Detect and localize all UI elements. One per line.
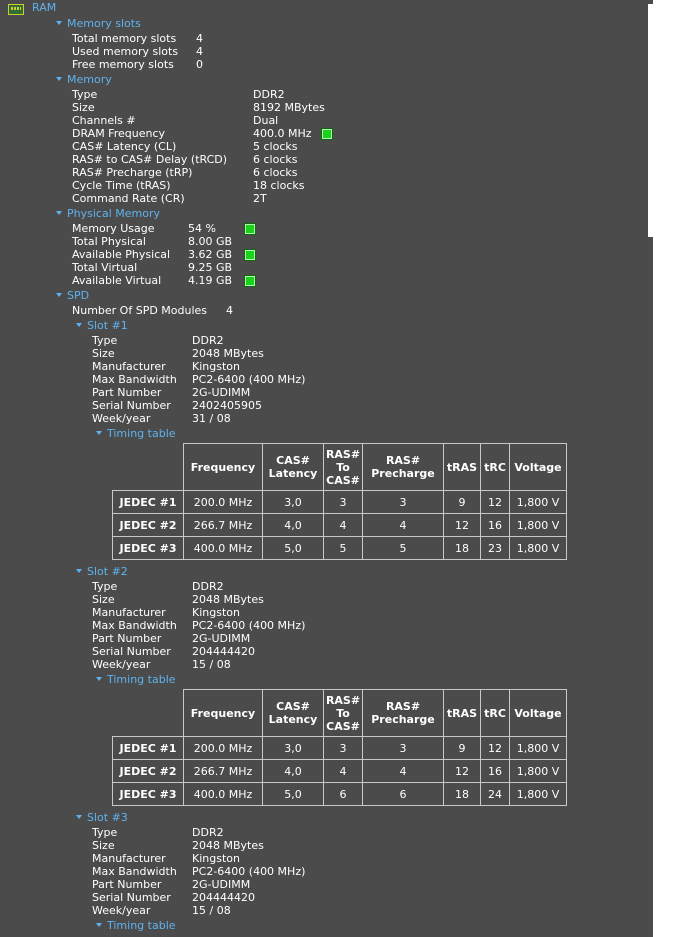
triangle-down-icon [76,815,82,819]
voltage-header: Voltage [510,444,567,491]
triangle-down-icon [56,293,62,297]
ras-precharge-header: RAS# Precharge [363,690,444,737]
cas-latency-label: CAS# Latency (CL) [72,140,177,153]
memory-size-value: 8192 MBytes [253,101,325,114]
slot-2-size-value: 2048 MBytes [192,593,264,606]
available-virtual-value: 4.19 GB [188,274,233,287]
cas-cell: 5,0 [263,537,324,560]
green-square-indicator-icon [245,276,255,286]
jedec-label: JEDEC #3 [113,783,184,806]
tras-cell: 18 [444,537,481,560]
ram-module-icon [8,4,24,15]
physical-memory-node[interactable] [56,207,160,220]
voltage-cell: 1,800 V [510,491,567,514]
slot-2-timing-table [112,689,567,806]
trc-cell: 12 [481,737,510,760]
slot-2-week-label: Week/year [92,658,151,671]
ras-precharge-cell: 6 [363,783,444,806]
timing-row [113,760,567,783]
frequency-cell: 200.0 MHz [184,491,263,514]
total-physical-label: Total Physical [72,235,146,248]
trc-cell: 24 [481,783,510,806]
cycle-time-value: 18 clocks [253,179,305,192]
used-memory-slots-label: Used memory slots [72,45,179,58]
green-square-indicator-icon [245,250,255,260]
tras-header: tRAS [444,444,481,491]
slot-2-manufacturer-value: Kingston [192,606,240,619]
jedec-label: JEDEC #2 [113,760,184,783]
slot-2-serial-value: 204444420 [192,645,255,658]
memory-slots-title: Memory slots [67,17,141,30]
trc-cell: 16 [481,514,510,537]
available-virtual-label: Available Virtual [72,274,162,287]
slot-3-manufacturer-label: Manufacturer [92,852,166,865]
slot-2-type-label: Type [92,580,118,593]
ras-to-cas-header: RAS# To CAS# [324,444,363,491]
ras-precharge-header: RAS# Precharge [363,444,444,491]
spd-modules-value: 4 [226,304,233,317]
spd-node[interactable] [56,289,89,302]
channels-label: Channels # [72,114,136,127]
total-memory-slots-value: 4 [196,32,203,45]
slot-3-size-value: 2048 MBytes [192,839,264,852]
trc-header: tRC [481,444,510,491]
total-physical-value: 8.00 GB [188,235,233,248]
voltage-cell: 1,800 V [510,760,567,783]
trc-header: tRC [481,690,510,737]
frequency-header: Frequency [184,444,263,491]
slot-3-part-value: 2G-UDIMM [192,878,251,891]
tras-header: tRAS [444,690,481,737]
slot-3-type-value: DDR2 [192,826,224,839]
frequency-cell: 266.7 MHz [184,514,263,537]
frequency-header: Frequency [184,690,263,737]
slot-1-manufacturer-label: Manufacturer [92,360,166,373]
command-rate-value: 2T [253,192,267,205]
ras-cas-cell: 3 [324,737,363,760]
jedec-label: JEDEC #1 [113,491,184,514]
slot-1-week-label: Week/year [92,412,151,425]
voltage-header: Voltage [510,690,567,737]
cas-cell: 4,0 [263,760,324,783]
ras-cas-cell: 4 [324,514,363,537]
slot-2-type-value: DDR2 [192,580,224,593]
slot-1-week-value: 31 / 08 [192,412,231,425]
timing-table-title: Timing table [107,427,176,440]
timing-row [113,491,567,514]
frequency-cell: 266.7 MHz [184,760,263,783]
slot-1-serial-label: Serial Number [92,399,171,412]
memory-node[interactable] [56,73,112,86]
timing-table-title: Timing table [107,919,176,932]
triangle-down-icon [96,677,102,681]
dram-frequency-value: 400.0 MHz [253,127,312,140]
slot-3-title: Slot #3 [87,811,128,824]
slot-3-type-label: Type [92,826,118,839]
slot-2-manufacturer-label: Manufacturer [92,606,166,619]
ras-to-cas-label: RAS# to CAS# Delay (tRCD) [72,153,228,166]
slot-3-timing-node[interactable] [96,919,176,932]
slot-2-title: Slot #2 [87,565,128,578]
total-virtual-label: Total Virtual [72,261,138,274]
tras-cell: 9 [444,491,481,514]
corner-cell [113,690,184,737]
slot-1-title: Slot #1 [87,319,128,332]
slot-1-bandwidth-label: Max Bandwidth [92,373,177,386]
slot-1-serial-value: 2402405905 [192,399,262,412]
memory-usage-label: Memory Usage [72,222,155,235]
frequency-cell: 400.0 MHz [184,537,263,560]
ras-precharge-cell: 3 [363,491,444,514]
slot-2-part-label: Part Number [92,632,162,645]
memory-type-label: Type [72,88,98,101]
cas-cell: 5,0 [263,783,324,806]
slot-2-size-label: Size [92,593,115,606]
ras-cas-cell: 4 [324,760,363,783]
spd-modules-label: Number Of SPD Modules [72,304,208,317]
ras-cas-cell: 6 [324,783,363,806]
dram-frequency-label: DRAM Frequency [72,127,166,140]
slot-3-week-value: 15 / 08 [192,904,231,917]
cas-latency-header: CAS# Latency [263,444,324,491]
channels-value: Dual [253,114,279,127]
triangle-down-icon [76,323,82,327]
ras-precharge-cell: 3 [363,737,444,760]
voltage-cell: 1,800 V [510,783,567,806]
jedec-label: JEDEC #1 [113,737,184,760]
slot-1-part-value: 2G-UDIMM [192,386,251,399]
slot-3-serial-value: 204444420 [192,891,255,904]
green-square-indicator-icon [322,129,332,139]
slot-1-type-value: DDR2 [192,334,224,347]
jedec-label: JEDEC #3 [113,537,184,560]
ras-to-cas-value: 6 clocks [253,153,298,166]
frequency-cell: 400.0 MHz [184,783,263,806]
tras-cell: 12 [444,514,481,537]
timing-table-title: Timing table [107,673,176,686]
triangle-down-icon [96,923,102,927]
ras-cas-cell: 5 [324,537,363,560]
voltage-cell: 1,800 V [510,537,567,560]
ras-to-cas-header: RAS# To CAS# [324,690,363,737]
slot-2-bandwidth-value: PC2-6400 (400 MHz) [192,619,306,632]
slot-3-bandwidth-value: PC2-6400 (400 MHz) [192,865,306,878]
memory-slots-node[interactable] [56,17,141,30]
cas-latency-header: CAS# Latency [263,690,324,737]
slot-3-size-label: Size [92,839,115,852]
corner-cell [113,444,184,491]
slot-3-bandwidth-label: Max Bandwidth [92,865,177,878]
memory-type-value: DDR2 [253,88,285,101]
trc-cell: 23 [481,537,510,560]
physical-memory-title: Physical Memory [67,207,160,220]
used-memory-slots-value: 4 [196,45,203,58]
jedec-label: JEDEC #2 [113,514,184,537]
slot-2-week-value: 15 / 08 [192,658,231,671]
ras-precharge-cell: 4 [363,514,444,537]
ras-precharge-cell: 4 [363,760,444,783]
triangle-down-icon [56,77,62,81]
slot-1-timing-node[interactable] [96,427,176,440]
total-virtual-value: 9.25 GB [188,261,233,274]
timing-row [113,514,567,537]
cycle-time-label: Cycle Time (tRAS) [72,179,171,192]
panel-edge [648,4,653,237]
timing-row [113,537,567,560]
spd-title: SPD [67,289,90,302]
memory-usage-value: 54 % [188,222,216,235]
trc-cell: 16 [481,760,510,783]
free-memory-slots-label: Free memory slots [72,58,174,71]
ram-root-node[interactable] [32,1,56,14]
ras-precharge-label: RAS# Precharge (tRP) [72,166,193,179]
triangle-down-icon [96,431,102,435]
ras-precharge-cell: 5 [363,537,444,560]
tras-cell: 18 [444,783,481,806]
triangle-down-icon [76,569,82,573]
free-memory-slots-value: 0 [196,58,203,71]
triangle-down-icon [56,21,62,25]
available-physical-label: Available Physical [72,248,171,261]
voltage-cell: 1,800 V [510,514,567,537]
ram-root-label: RAM [32,1,57,14]
slot-1-size-label: Size [92,347,115,360]
slot-3-manufacturer-value: Kingston [192,852,240,865]
cas-cell: 3,0 [263,737,324,760]
available-physical-value: 3.62 GB [188,248,233,261]
slot-3-node[interactable] [76,811,128,824]
timing-row [113,783,567,806]
memory-title: Memory [67,73,112,86]
slot-1-part-label: Part Number [92,386,162,399]
voltage-cell: 1,800 V [510,737,567,760]
command-rate-label: Command Rate (CR) [72,192,185,205]
memory-size-label: Size [72,101,95,114]
green-square-indicator-icon [245,224,255,234]
triangle-down-icon [56,211,62,215]
slot-1-type-label: Type [92,334,118,347]
slot-3-week-label: Week/year [92,904,151,917]
total-memory-slots-label: Total memory slots [72,32,177,45]
cas-cell: 4,0 [263,514,324,537]
tras-cell: 12 [444,760,481,783]
slot-1-timing-table [112,443,567,560]
cas-cell: 3,0 [263,491,324,514]
frequency-cell: 200.0 MHz [184,737,263,760]
slot-2-timing-node[interactable] [96,673,176,686]
slot-1-bandwidth-value: PC2-6400 (400 MHz) [192,373,306,386]
ras-cas-cell: 3 [324,491,363,514]
timing-row [113,737,567,760]
tras-cell: 9 [444,737,481,760]
slot-3-part-label: Part Number [92,878,162,891]
slot-2-serial-label: Serial Number [92,645,171,658]
slot-1-size-value: 2048 MBytes [192,347,264,360]
cas-latency-value: 5 clocks [253,140,298,153]
slot-2-node[interactable] [76,565,128,578]
slot-1-node[interactable] [76,319,128,332]
slot-3-serial-label: Serial Number [92,891,171,904]
slot-2-bandwidth-label: Max Bandwidth [92,619,177,632]
ras-precharge-value: 6 clocks [253,166,298,179]
trc-cell: 12 [481,491,510,514]
slot-1-manufacturer-value: Kingston [192,360,240,373]
slot-2-part-value: 2G-UDIMM [192,632,251,645]
